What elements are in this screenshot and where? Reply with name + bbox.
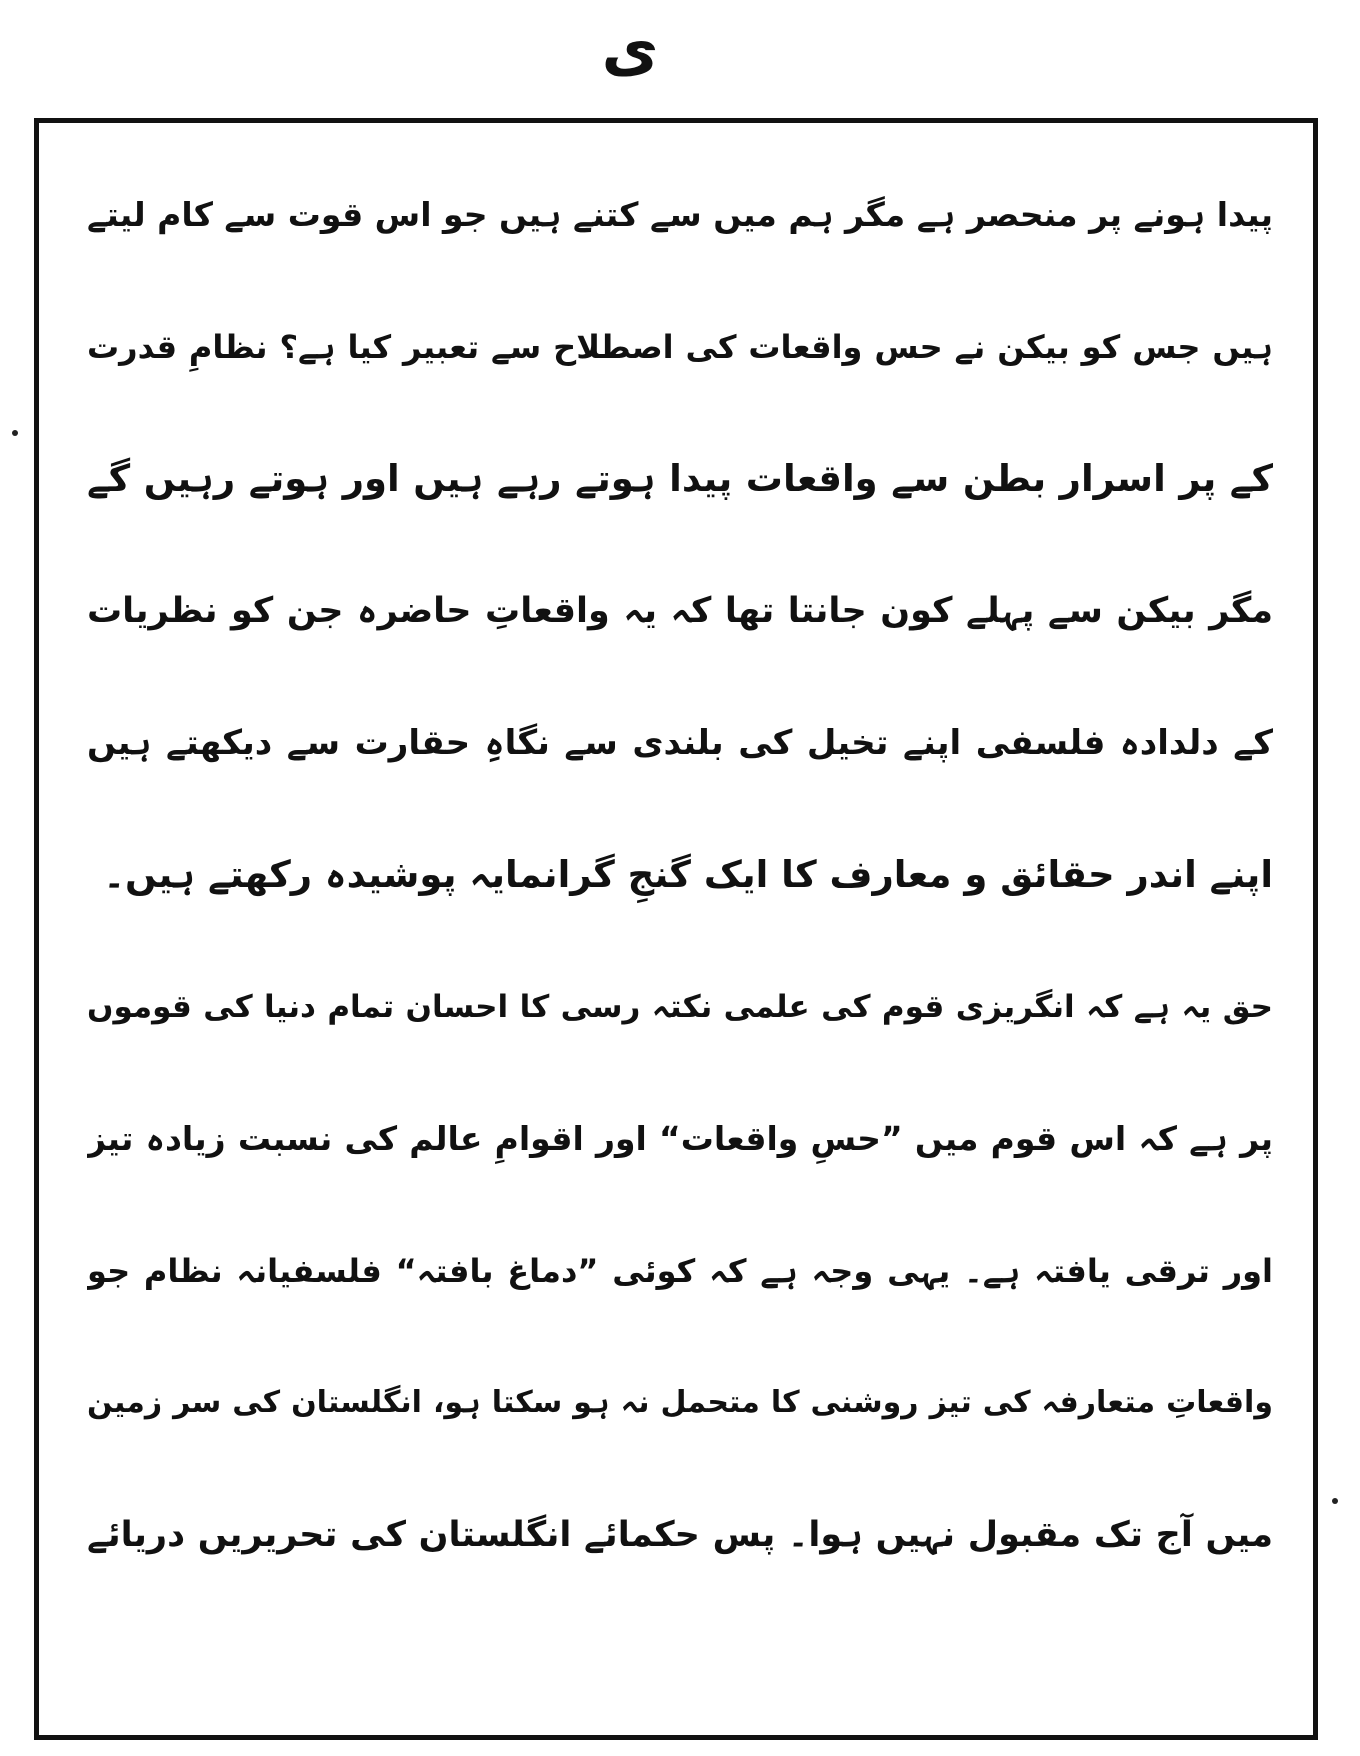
text-line-2: ہیں جس کو بیکن نے حس واقعات کی اصطلاح سے تعبیر کیا ہے؟ نظامِ قدرت bbox=[87, 328, 1273, 366]
text-line-11: میں آج تک مقبول نہیں ہوا۔ پس حکمائے انگلستان کی تحریریں دریائے bbox=[87, 1515, 1273, 1555]
ink-speck bbox=[1332, 1498, 1338, 1504]
text-line-8: پر ہے کہ اس قوم میں ”حسِ واقعات“ اور اقوامِ عالم کی نسبت زیادہ تیز bbox=[87, 1119, 1273, 1158]
text-line-4: مگر بیکن سے پہلے کون جانتا تھا کہ یہ واقعاتِ حاضرہ جن کو نظریات bbox=[87, 591, 1273, 631]
ink-speck bbox=[12, 430, 18, 436]
text-line-10: واقعاتِ متعارفہ کی تیز روشنی کا متحمل نہ ہو سکتا ہو، انگلستان کی سر زمین bbox=[87, 1385, 1273, 1420]
text-line-5: کے دلدادہ فلسفی اپنے تخیل کی بلندی سے نگاہِ حقارت سے دیکھتے ہیں bbox=[87, 723, 1273, 763]
page-number: ی bbox=[601, 12, 659, 85]
text-line-7: حق یہ ہے کہ انگریزی قوم کی علمی نکتہ رسی کا احسان تمام دنیا کی قوموں bbox=[87, 989, 1273, 1025]
text-line-3: کے پر اسرار بطن سے واقعات پیدا ہوتے رہے ہیں اور ہوتے رہیں گے bbox=[87, 457, 1273, 500]
text-line-6: اپنے اندر حقائق و معارف کا ایک گنجِ گرانمایہ پوشیدہ رکھتے ہیں۔ bbox=[103, 853, 1273, 896]
text-line-1: پیدا ہونے پر منحصر ہے مگر ہم میں سے کتنے ہیں جو اس قوت سے کام لیتے bbox=[87, 195, 1273, 234]
text-frame bbox=[34, 118, 1318, 1740]
text-line-9: اور ترقی یافتہ ہے۔ یہی وجہ ہے کہ کوئی ”دماغ بافتہ“ فلسفیانہ نظام جو bbox=[87, 1252, 1273, 1290]
